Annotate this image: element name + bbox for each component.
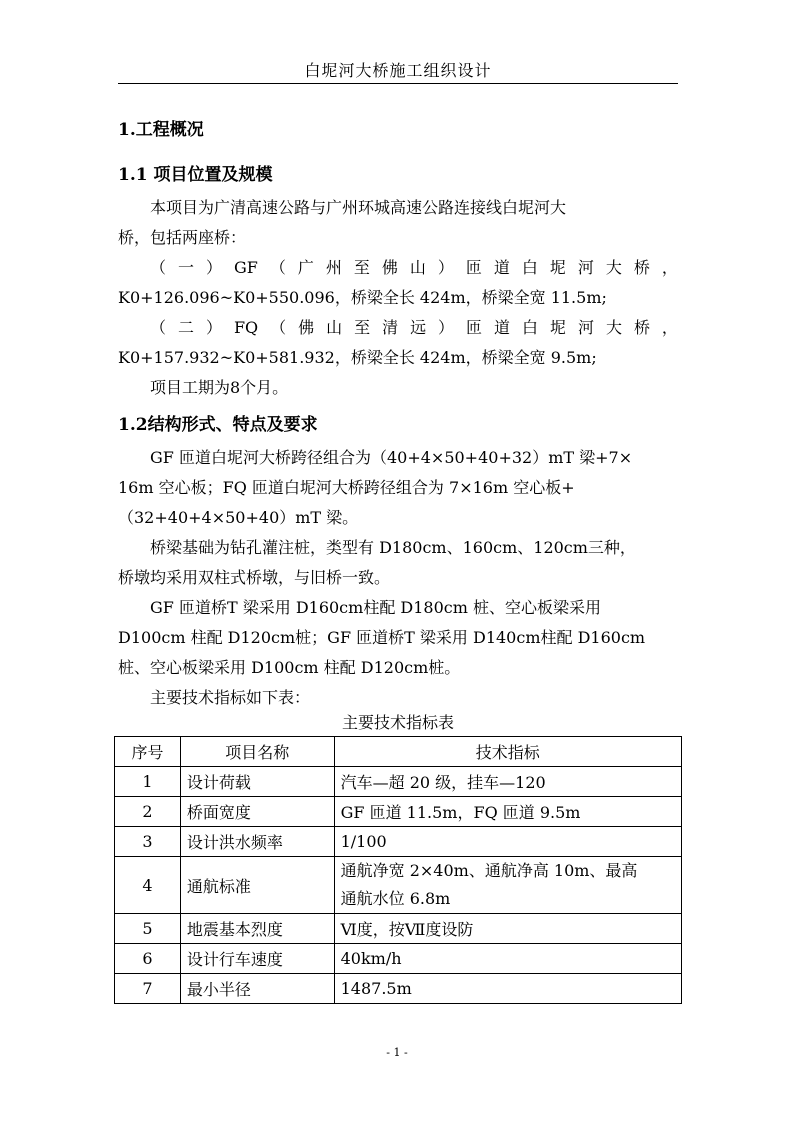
paragraph-line: D100cm 柱配 D120cm桩；GF 匝道桥T 梁采用 D140cm柱配 D160cm [118,628,646,647]
project-period: 项目工期为8个月。 [150,378,289,397]
char-token: 广 [297,258,314,277]
header-divider [118,83,678,84]
table-row [115,914,682,944]
char-token: 一 [178,258,195,277]
char-token: 河 [577,318,594,337]
char-token: 佛 [298,318,315,337]
cell-name: 设计行车速度 [180,944,334,974]
char-token: 山 [326,318,343,337]
cell-no: 1 [115,767,181,797]
header-no: 序号 [115,737,181,767]
cell-name: 设计洪水频率 [180,827,334,857]
header-title: 白坭河大桥施工组织设计 [304,61,492,80]
table-header-row [115,737,682,767]
char-token: 大 [605,318,622,337]
char-token: ， [661,318,678,337]
char-token: （ [269,258,286,277]
item-2-line [118,313,678,343]
char-token: 州 [325,258,342,277]
char-token: 白 [522,318,539,337]
char-token: ） [205,318,222,337]
table-row [115,767,682,797]
paragraph-line: 本项目为广清高速公路与广州环城高速公路连接线白坭河大 [150,198,567,217]
section-1-2-body [118,443,678,713]
page-number: - 1 - [386,1046,408,1059]
char-token: 白 [521,258,538,277]
char-token: ） [206,258,223,277]
char-token: FQ [233,318,259,337]
cell-value: 1487.5m [334,974,681,1004]
cell-value: Ⅵ度，按Ⅶ度设防 [334,914,681,944]
table-row [115,827,682,857]
char-token: 河 [577,258,594,277]
cell-value-line-1: 通航净宽 2×40m、通航净高 10m、最高 [340,861,638,880]
paragraph-line: （32+40+4×50+40）mT 梁。 [118,508,359,527]
section-1-2-heading: 1.2结构形式、特点及要求 [118,415,318,435]
char-token: （ [270,318,287,337]
section-1-1-heading: 1.1 项目位置及规模 [118,165,273,185]
char-token: ） [438,318,455,337]
char-token: 道 [493,258,510,277]
char-token: 二 [177,318,194,337]
item-1-line [118,253,678,283]
cell-name: 通航标准 [180,857,334,914]
cell-value: 40km/h [334,944,681,974]
table-row [115,974,682,1004]
cell-name: 设计荷载 [180,767,334,797]
tech-spec-table [114,736,682,1004]
cell-value: 汽车—超 20 级，挂车—120 [334,767,681,797]
cell-name: 地震基本烈度 [180,914,334,944]
char-token: ， [661,258,678,277]
cell-no: 3 [115,827,181,857]
table-row [115,857,682,914]
section-1-heading: 1.工程概况 [118,120,204,140]
paragraph-line: GF 匝道桥T 梁采用 D160cm柱配 D180cm 桩、空心板梁采用 [150,598,601,617]
char-token: 坭 [549,318,566,337]
cell-value [334,857,681,914]
paragraph-line: 桩、空心板梁采用 D100cm 柱配 D120cm桩。 [118,658,461,677]
char-token: 清 [382,318,399,337]
char-token: 坭 [549,258,566,277]
cell-value: 1/100 [334,827,681,857]
char-token: （ [150,318,167,337]
paragraph-line: 桥，包括两座桥： [118,228,247,247]
char-token: 匝 [466,318,483,337]
table-intro: 主要技术指标如下表： [150,688,311,707]
char-token: （ [150,258,167,277]
cell-no: 5 [115,914,181,944]
char-token: 远 [410,318,427,337]
paragraph-line: 桥墩均采用双柱式桥墩，与旧桥一致。 [118,568,391,587]
char-token: 桥 [633,318,650,337]
cell-value: GF 匝道 11.5m，FQ 匝道 9.5m [334,797,681,827]
cell-name: 最小半径 [180,974,334,1004]
item-2-range: K0+157.932~K0+581.932，桥梁全长 424m，桥梁全宽 9.5m; [118,348,597,367]
char-token: 至 [354,318,371,337]
char-token: GF [234,258,258,277]
cell-no: 2 [115,797,181,827]
cell-value-line-2: 通航水位 6.8m [340,889,451,908]
cell-no: 7 [115,974,181,1004]
table-caption: 主要技术指标表 [341,713,454,732]
table-row [115,797,682,827]
paragraph-line: GF 匝道白坭河大桥跨径组合为（40+4×50+40+32）mT 梁+7× [150,448,633,467]
paragraph-line: 16m 空心板；FQ 匝道白坭河大桥跨径组合为 7×16m 空心板+ [118,478,575,497]
paragraph-line: 桥梁基础为钻孔灌注桩，类型有 D180cm、160cm、120cm三种， [150,538,636,557]
char-token: 道 [494,318,511,337]
char-token: ） [437,258,454,277]
char-token: 大 [605,258,622,277]
cell-no: 4 [115,857,181,914]
section-1-1-body [118,193,678,403]
header-name: 项目名称 [180,737,334,767]
table-row [115,944,682,974]
char-token: 佛 [381,258,398,277]
item-1-range: K0+126.096~K0+550.096，桥梁全长 424m，桥梁全宽 11.5m; [118,288,607,307]
char-token: 桥 [633,258,650,277]
char-token: 山 [409,258,426,277]
header-value: 技术指标 [334,737,681,767]
cell-name: 桥面宽度 [180,797,334,827]
cell-no: 6 [115,944,181,974]
char-token: 至 [353,258,370,277]
char-token: 匝 [465,258,482,277]
